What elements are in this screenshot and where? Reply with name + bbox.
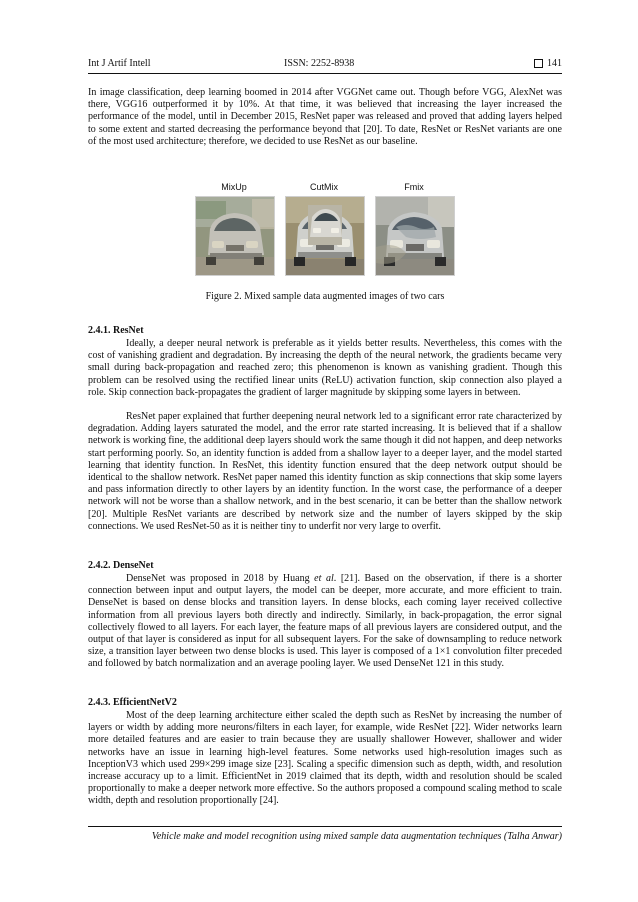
- densenet-text-before: DenseNet was proposed in 2018 by Huang: [126, 573, 315, 584]
- resnet-paragraph-2: ResNet paper explained that further deepening neural network led to a significant error rate characterized by degradation. Adding layers saturated the model, and the error rate started increasing. It is believed that if a shallow network is working fine, the additional deep layers should work the same though it did not happen, and deep networks start performing poorly. So, an identity function is added from a shallow layer to a deeper layer, and the model started learning that identity function. In ResNet, this identity function ensured that the deep network output should be identical to the shallow network. ResNet paper named this identity function as skip connections that skip some layers and pass information directly to other layers by an identity function. In the worst case, the performance of a deeper network will not be worse than a shallow network, and in the best scenario, it can be better than the shallow network [20]. Multiple ResNet variants are described by network size and the number of layers skipped by the skip connections. We used ResNet-50 as it is neither tiny to underfit nor very large to overfit.: [88, 411, 562, 532]
- figure-label-fmix: Fmix: [404, 182, 424, 192]
- checkbox-square-icon: [534, 59, 543, 68]
- fmix-car-image: [375, 196, 455, 276]
- page-number: 141: [547, 58, 562, 69]
- figure-label-mixup: MixUp: [221, 182, 247, 192]
- mixup-car-image: [195, 196, 275, 276]
- journal-name: Int J Artif Intell: [88, 58, 151, 69]
- section-title-densenet: 2.4.2. DenseNet: [88, 560, 154, 571]
- section-title-efficientnet: 2.4.3. EfficientNetV2: [88, 697, 177, 708]
- cutmix-car-image: [285, 196, 365, 276]
- densenet-paragraph: [88, 573, 562, 671]
- page-footer: Vehicle make and model recognition using mixed sample data augmentation techniques (Talha Anwar): [151, 831, 562, 842]
- figure-label-cutmix: CutMix: [309, 182, 338, 192]
- figure-2: [194, 182, 464, 278]
- figure-caption: Figure 2. Mixed sample data augmented images of two cars: [205, 291, 445, 302]
- densenet-et-al: et al: [314, 573, 334, 584]
- resnet-paragraph-1: Ideally, a deeper neural network is preferable as it yields better results. Nevertheless, this comes with the cost of vanishing gradient and degradation. By increasing the depth of the neural network, the gradients became very small during back-propagation and reached zero; this phenomenon is known as vanishing gradient. Though this problem can be resolved using the rectified linear units (ReLU) activation function, skip connection also played a role. Skip connection back-propagates the gradient of larger magnitude by skipping some layers in between.: [88, 338, 562, 398]
- section-title-resnet: 2.4.1. ResNet: [88, 325, 144, 336]
- page-header: [88, 58, 562, 72]
- header-rule: [88, 73, 562, 74]
- efficientnet-paragraph: Most of the deep learning architecture either scaled the depth such as ResNet by increasing the number of layers or width by adding more neurons/filters in each layer, for example, wide ResNet [22]. Wider networks learn more detailed features and are easier to train because they are usually shallower However, shallower and wider networks have an issue in learning high-level features. Some networks used high-resolution images such as InceptionV3 which used 299×299 image size [23]. Scaling a specific dimension such as depth, width, and resolution increase accuracy up to a limit. EfficientNet in 2019 claimed that its depth, width and resolution should be scaled proportionally to make a deeper network more effective. So the authors proposed a compound scaling method to scale width, depth and resolution proportionally [24].: [88, 710, 562, 807]
- intro-paragraph: In image classification, deep learning boomed in 2014 after VGGNet came out. Though before VGG, AlexNet was there, VGG16 outperformed it by 10%. At that time, it was believed that increasing the layer increased the performance of the model, until in December 2015, ResNet paper was released and proved that adding layers helped to some extent and started decreasing the performance beyond that [20]. To date, ResNet or ResNet variants are one of the most used architecture; therefore, we decided to use ResNet as our baseline.: [88, 87, 562, 147]
- footer-rule: [88, 826, 562, 827]
- densenet-text-after: . [21]. Based on the observation, if there is a shorter connection between input and output layers, the model can be deeper, more accurate, and more efficient to train. DenseNet is based on dense blocks and transition layers. In dense blocks, each coming layer received collective information from all previous layers both directly and indirectly. Similarly, in back-propagation, the error signal collectively flowed to all layers. For each layer, the feature maps of all previous layers are considered output, and the output of that layer is considered as input for all subsequent layers. For the sake of downsampling to reduce network size, a transition layer between two dense blocks is used. This layer is composed of a 1×1 convolution filter preceded and followed by batch normalization and an average pooling layer. We used DenseNet 121 in this study.: [88, 573, 562, 670]
- issn: ISSN: 2252-8938: [284, 58, 355, 69]
